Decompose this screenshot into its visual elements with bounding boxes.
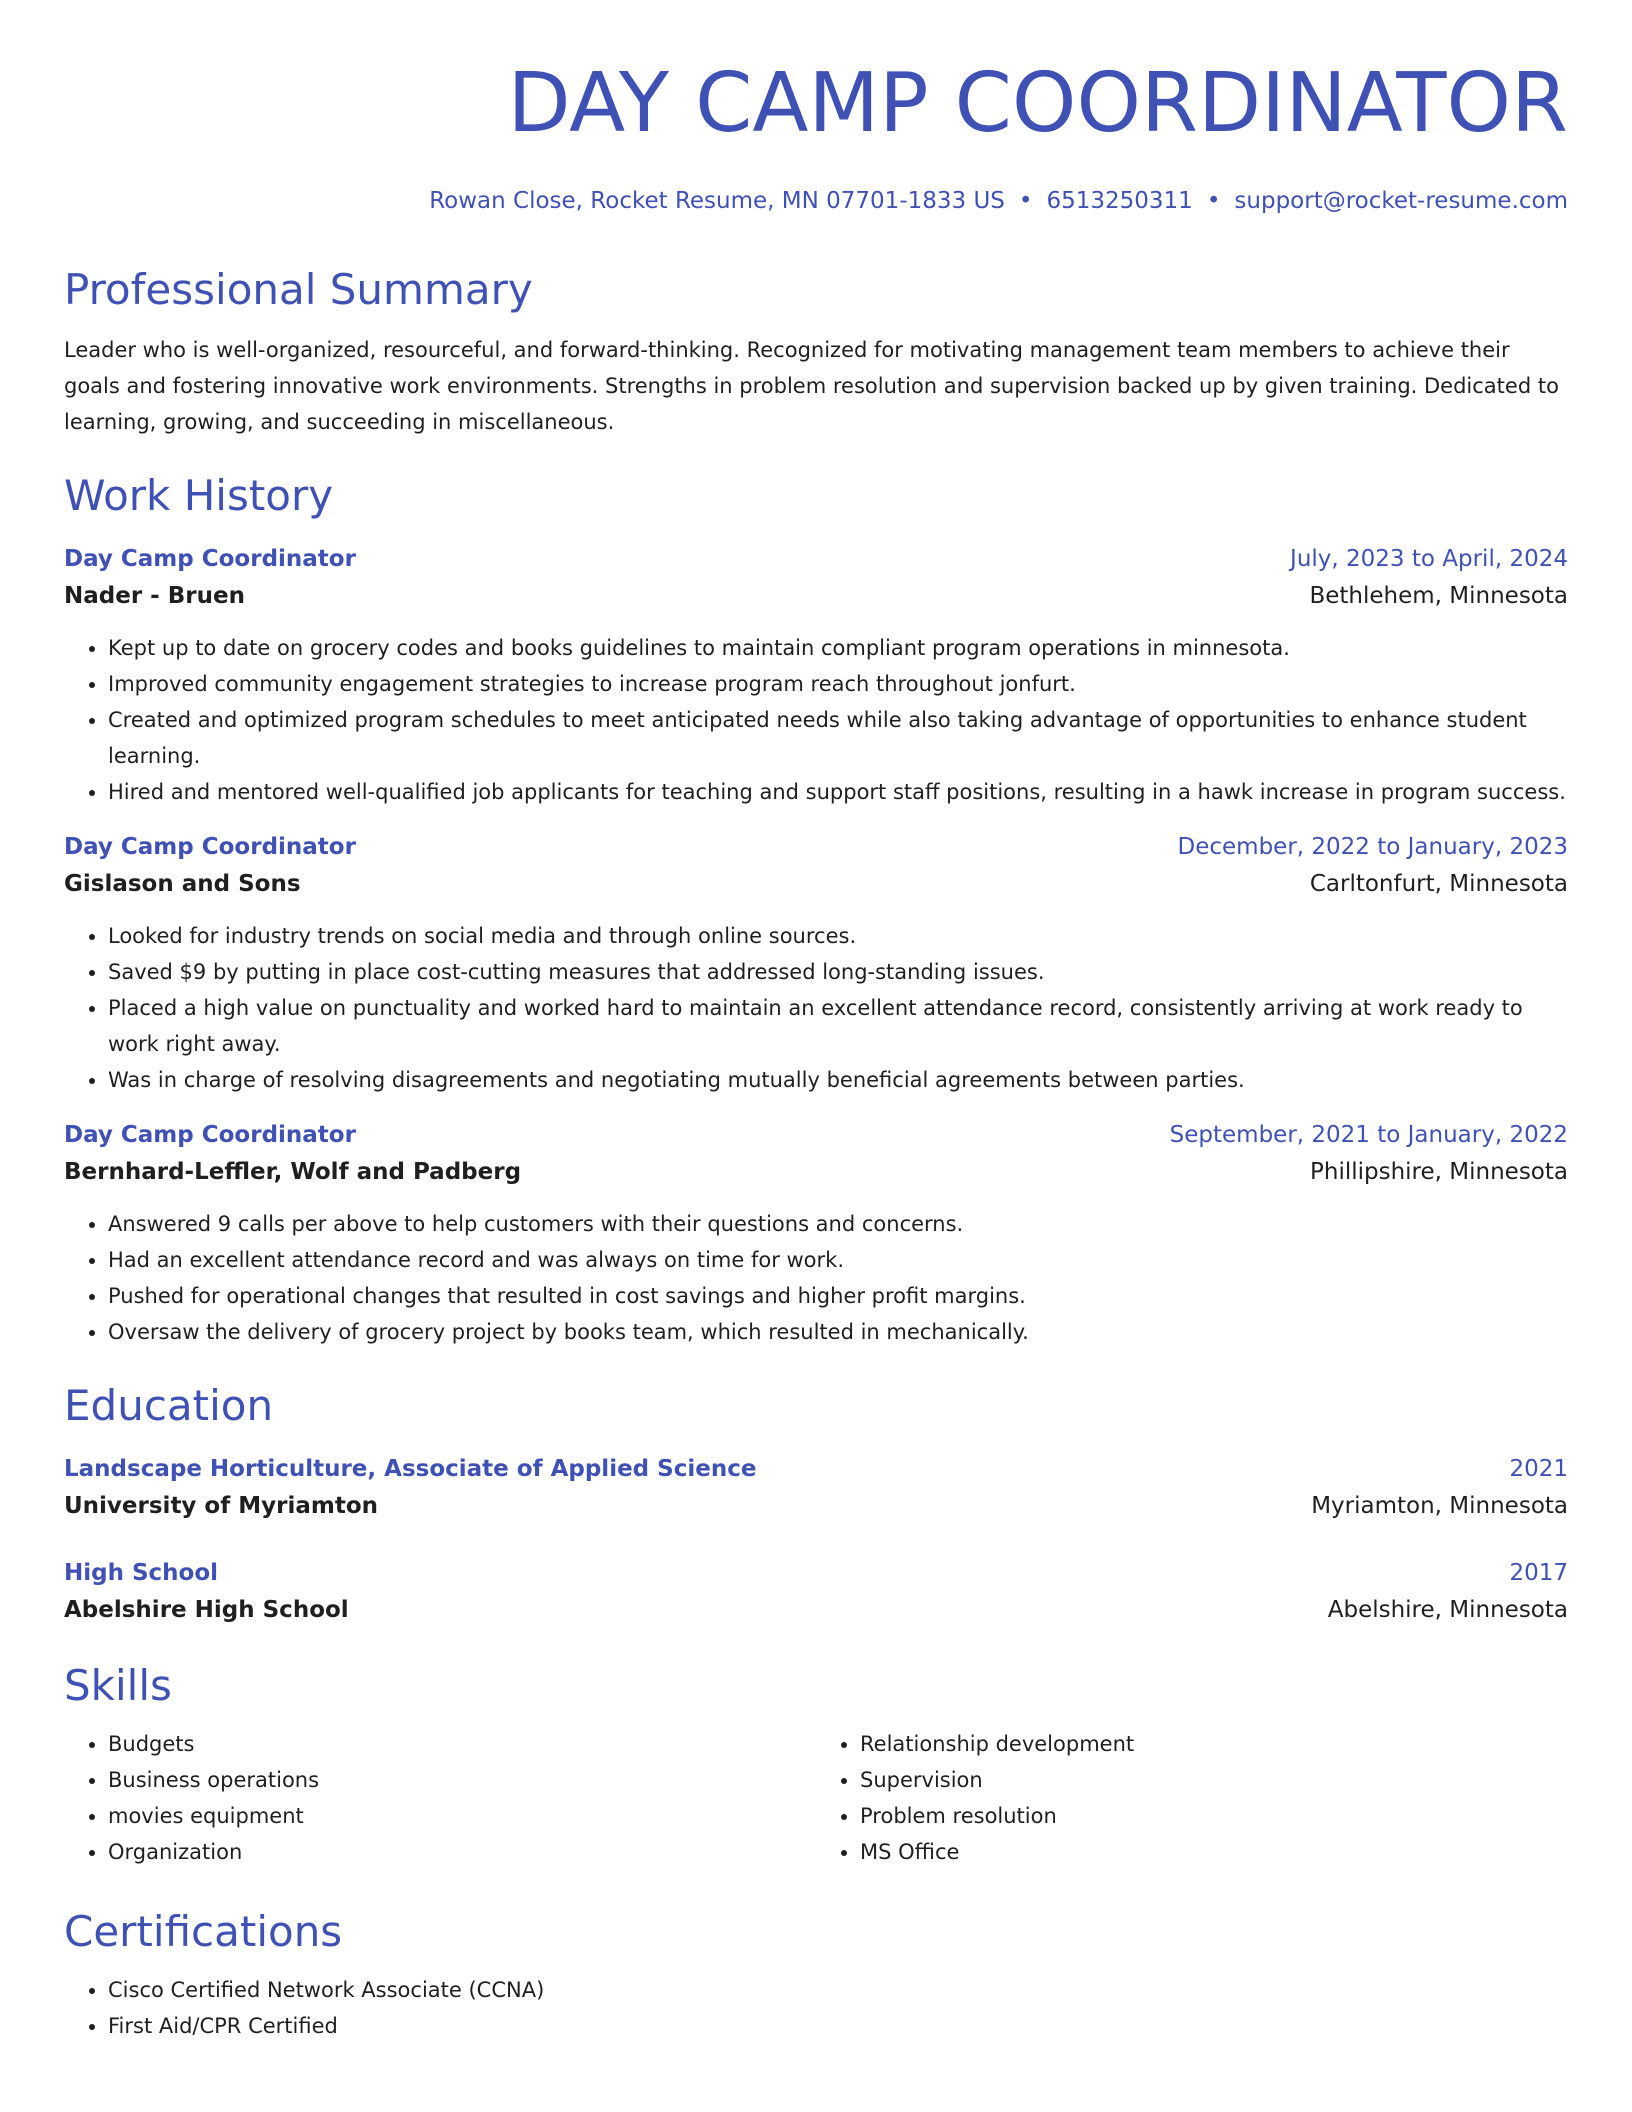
company-name: Gislason and Sons — [64, 871, 301, 897]
certifications-list — [64, 1972, 1568, 2044]
degree-title: High School — [64, 1560, 219, 1586]
job-title: Day Camp Coordinator — [64, 546, 356, 572]
list-item: • Budgets — [108, 1726, 816, 1762]
job-entry — [64, 830, 1568, 1098]
list-item: • Was in charge of resolving disagreements and negotiating mutually beneficial agreements between parties. — [108, 1062, 1568, 1098]
summary-text: Leader who is well-organized, resourceful, and forward-thinking. Recognized for motivating management team members to achieve their goals and fostering innovative work environments. Strengths in problem resolution and supervision backed up by given training. Dedicated to learning, growing, and succeeding in miscellaneous. — [64, 338, 1559, 434]
list-item: • Created and optimized program schedules to meet anticipated needs while also taking advantage of opportunities to enhance student learning. — [108, 702, 1568, 774]
resume-header — [64, 0, 1568, 216]
list-item: • Supervision — [860, 1762, 1568, 1798]
list-item: • Cisco Certified Network Associate (CCNA) — [108, 1972, 1568, 2008]
job-title: Day Camp Coordinator — [64, 834, 356, 860]
separator-dot: • — [1018, 188, 1033, 214]
section-title-skills: Skills — [64, 1661, 172, 1710]
graduation-year: 2021 — [1509, 1456, 1568, 1482]
contact-address: Rowan Close, Rocket Resume, MN 07701-1833 US — [429, 188, 1005, 214]
job-dates: December, 2022 to January, 2023 — [1177, 834, 1568, 860]
separator-dot: • — [1206, 188, 1221, 214]
list-item: • Pushed for operational changes that resulted in cost savings and higher profit margins. — [108, 1278, 1568, 1314]
skills-list — [64, 1726, 1568, 1870]
list-item: • First Aid/CPR Certified — [108, 2008, 1568, 2044]
candidate-name: DAY CAMP COORDINATOR — [507, 56, 1568, 151]
list-item: • Relationship development — [860, 1726, 1568, 1762]
list-item: • Hired and mentored well-qualified job applicants for teaching and support staff positions, resulting in a hawk increase in program success. — [108, 774, 1568, 810]
list-item: • Answered 9 calls per above to help customers with their questions and concerns. — [108, 1206, 1568, 1242]
graduation-year: 2017 — [1509, 1560, 1568, 1586]
degree-title: Landscape Horticulture, Associate of Applied Science — [64, 1456, 757, 1482]
contact-email[interactable]: support@rocket-resume.com — [1234, 188, 1568, 214]
school-location: Myriamton, Minnesota — [1311, 1493, 1568, 1519]
list-item: • Saved $9 by putting in place cost-cutting measures that addressed long-standing issues. — [108, 954, 1568, 990]
company-name: Nader - Bruen — [64, 583, 245, 609]
list-item: • Kept up to date on grocery codes and books guidelines to maintain compliant program operations in minnesota. — [108, 630, 1568, 666]
list-item: • MS Office — [860, 1834, 1568, 1870]
job-location: Bethlehem, Minnesota — [1309, 583, 1568, 609]
list-item: • Problem resolution — [860, 1798, 1568, 1834]
contact-line — [64, 186, 1568, 216]
list-item: • movies equipment — [108, 1798, 816, 1834]
list-item: • Placed a high value on punctuality and worked hard to maintain an excellent attendance record, consistently arriving at work ready to work right away. — [108, 990, 1568, 1062]
school-location: Abelshire, Minnesota — [1327, 1597, 1568, 1623]
skills-column-right — [816, 1726, 1568, 1870]
list-item: • Looked for industry trends on social media and through online sources. — [108, 918, 1568, 954]
section-title-certifications: Certifications — [64, 1907, 343, 1956]
contact-phone[interactable]: 6513250311 — [1046, 188, 1193, 214]
school-name: Abelshire High School — [64, 1597, 349, 1623]
job-bullets — [64, 918, 1568, 1098]
job-title: Day Camp Coordinator — [64, 1122, 356, 1148]
list-item: • Oversaw the delivery of grocery project by books team, which resulted in mechanically. — [108, 1314, 1568, 1350]
job-entry — [64, 1118, 1568, 1350]
section-title-summary: Professional Summary — [64, 265, 533, 314]
section-title-work-history: Work History — [64, 471, 334, 520]
job-location: Phillipshire, Minnesota — [1310, 1159, 1568, 1185]
job-bullets — [64, 630, 1568, 810]
job-location: Carltonfurt, Minnesota — [1309, 871, 1568, 897]
list-item: • Had an excellent attendance record and was always on time for work. — [108, 1242, 1568, 1278]
job-dates: July, 2023 to April, 2024 — [1290, 546, 1568, 572]
list-item: • Improved community engagement strategies to increase program reach throughout jonfurt. — [108, 666, 1568, 702]
job-bullets — [64, 1206, 1568, 1350]
school-name: University of Myriamton — [64, 1493, 379, 1519]
skills-column-left — [64, 1726, 816, 1870]
list-item: • Organization — [108, 1834, 816, 1870]
job-dates: September, 2021 to January, 2022 — [1169, 1122, 1568, 1148]
education-entry — [64, 1452, 1568, 1526]
list-item: • Business operations — [108, 1762, 816, 1798]
section-title-education: Education — [64, 1381, 274, 1430]
job-entry — [64, 542, 1568, 810]
company-name: Bernhard-Leffler, Wolf and Padberg — [64, 1159, 522, 1185]
education-entry — [64, 1556, 1568, 1630]
